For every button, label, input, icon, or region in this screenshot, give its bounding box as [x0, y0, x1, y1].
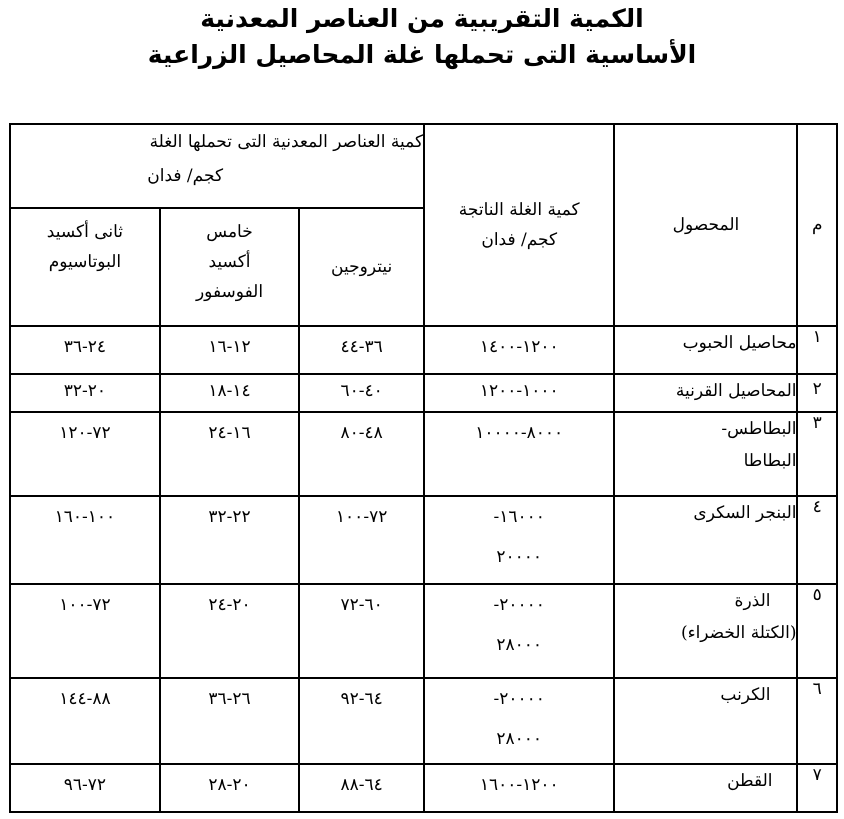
row-potassium: ٨٨-١٤٤	[10, 678, 160, 764]
crop-line-1: القطن	[727, 771, 773, 791]
row-nitrogen: ٣٦-٤٤	[299, 326, 424, 374]
header-phosphorus	[160, 208, 299, 326]
row-phosphorus: ٢٢-٣٢	[160, 496, 299, 584]
row-potassium: ٢٤-٣٦	[10, 326, 160, 374]
crop-line-1: البنجر السكرى	[693, 503, 797, 523]
header-potassium-line-2: البوتاسيوم	[48, 252, 122, 272]
row-potassium: ٧٢-١٠٠	[10, 584, 160, 678]
row-yield	[424, 584, 614, 678]
yield-line-2: ٢٨٠٠٠	[496, 729, 543, 749]
row-phosphorus: ١٢-١٦	[160, 326, 299, 374]
row-crop	[614, 496, 797, 584]
row-nitrogen: ٤٠-٦٠	[299, 374, 424, 412]
crop-line-1: الكرنب	[720, 685, 771, 705]
yield-line-2: ٢٠٠٠٠	[496, 547, 543, 567]
crop-line-1: البطاطس-	[721, 419, 797, 439]
row-phosphorus: ٢٠-٢٤	[160, 584, 299, 678]
header-potassium	[10, 208, 160, 326]
row-phosphorus: ٢٠-٢٨	[160, 764, 299, 812]
row-crop	[614, 412, 797, 496]
row-yield	[424, 496, 614, 584]
table-row	[10, 496, 837, 584]
row-potassium: ١٠٠-١٦٠	[10, 496, 160, 584]
row-nitrogen: ٦٤-٩٢	[299, 678, 424, 764]
page-title-line-1: الكمية التقريبية من العناصر المعدنية	[200, 4, 644, 33]
row-nitrogen: ٦٠-٧٢	[299, 584, 424, 678]
header-crop: المحصول	[614, 124, 797, 326]
header-group-line-2: كجم/ فدان	[147, 166, 224, 186]
crop-line-1: محاصيل الحبوب	[682, 333, 797, 353]
row-crop	[614, 678, 797, 764]
row-nitrogen: ٦٤-٨٨	[299, 764, 424, 812]
row-index: ٢	[797, 374, 837, 412]
row-potassium: ٢٠-٣٢	[10, 374, 160, 412]
header-phosphorus-line-3: الفوسفور	[195, 282, 264, 302]
row-potassium: ٧٢-١٢٠	[10, 412, 160, 496]
yield-line-1: ١٦٠٠٠-	[493, 507, 545, 527]
header-index: م	[797, 124, 837, 326]
row-yield	[424, 764, 614, 812]
header-yield-line-1: كمية الغلة الناتجة	[458, 200, 580, 220]
row-nitrogen: ٧٢-١٠٠	[299, 496, 424, 584]
row-phosphorus: ٢٦-٣٦	[160, 678, 299, 764]
row-index: ٥	[797, 584, 837, 678]
yield-line-1: ٢٠٠٠٠-	[493, 595, 545, 615]
crop-line-1: المحاصيل القرنية	[675, 381, 797, 401]
row-phosphorus: ١٦-٢٤	[160, 412, 299, 496]
yield-line-1: ١٠٠٠-١٢٠٠	[479, 381, 559, 401]
row-crop	[614, 584, 797, 678]
row-nitrogen: ٤٨-٨٠	[299, 412, 424, 496]
row-phosphorus: ١٤-١٨	[160, 374, 299, 412]
header-yield-line-2: كجم/ فدان	[481, 230, 558, 250]
row-index: ٤	[797, 496, 837, 584]
row-crop	[614, 326, 797, 374]
header-phosphorus-line-2: أكسيد	[208, 252, 251, 272]
table-row	[10, 584, 837, 678]
yield-line-1: ١٢٠٠-١٤٠٠	[479, 337, 559, 357]
header-yield	[424, 124, 614, 326]
crop-line-2: (الكتلة الخضراء)	[680, 623, 797, 643]
row-index: ١	[797, 326, 837, 374]
minerals-table	[9, 123, 838, 813]
table-row	[10, 326, 837, 374]
header-minerals-group	[10, 124, 424, 208]
yield-line-1: ٨٠٠٠-١٠٠٠٠	[475, 423, 564, 443]
header-group-line-1: كمية العناصر المعدنية التى تحملها الغلة	[149, 132, 424, 152]
row-yield	[424, 412, 614, 496]
row-index: ٣	[797, 412, 837, 496]
crop-line-2: البطاطا	[743, 451, 797, 471]
header-phosphorus-line-1: خامس	[206, 222, 253, 242]
row-yield	[424, 326, 614, 374]
page-title-line-2: الأساسية التى تحملها غلة المحاصيل الزراعية	[147, 40, 697, 69]
header-nitrogen: نيتروجين	[299, 208, 424, 326]
row-potassium: ٧٢-٩٦	[10, 764, 160, 812]
row-crop	[614, 374, 797, 412]
crop-line-1: الذرة	[734, 591, 771, 611]
table-row	[10, 678, 837, 764]
row-index: ٧	[797, 764, 837, 812]
row-yield	[424, 678, 614, 764]
table-row	[10, 374, 837, 412]
table-row	[10, 412, 837, 496]
row-yield	[424, 374, 614, 412]
header-potassium-line-1: ثانى أكسيد	[46, 222, 124, 242]
row-index: ٦	[797, 678, 837, 764]
yield-line-1: ٢٠٠٠٠-	[493, 689, 545, 709]
row-crop	[614, 764, 797, 812]
yield-line-1: ١٢٠٠-١٦٠٠	[479, 775, 559, 795]
yield-line-2: ٢٨٠٠٠	[496, 635, 543, 655]
table-row	[10, 764, 837, 812]
